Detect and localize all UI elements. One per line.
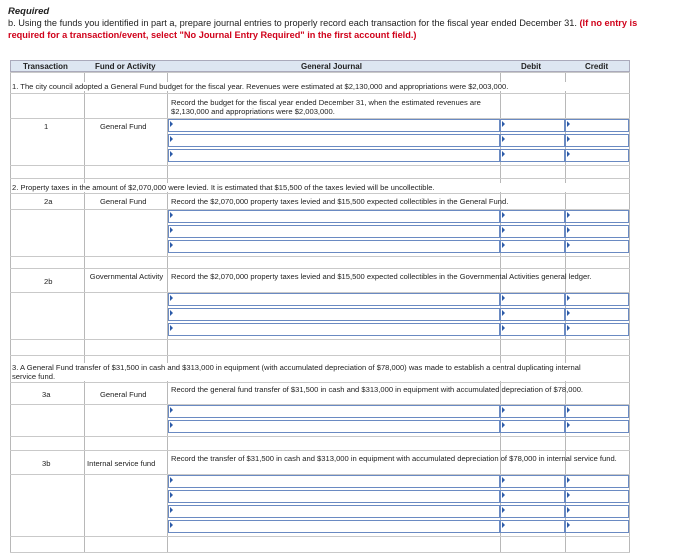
t3b-debit-3[interactable]	[500, 505, 565, 518]
t3b-number: 3b	[42, 459, 51, 468]
col-journal: General Journal	[301, 62, 362, 71]
t2a-debit-2[interactable]	[500, 225, 565, 238]
t1-debit-2[interactable]	[500, 134, 565, 147]
col-fund: Fund or Activity	[95, 62, 156, 71]
t2b-credit-1[interactable]	[565, 293, 629, 306]
t3b-account-1[interactable]	[168, 475, 500, 488]
t2b-account-3[interactable]	[168, 323, 500, 336]
t2b-account-1[interactable]	[168, 293, 500, 306]
t1-credit-3[interactable]	[565, 149, 629, 162]
required-heading: Required	[8, 6, 50, 17]
t2-description: 2. Property taxes in the amount of $2,070,000 were levied. It is estimated that $15,500 of the taxes levied will be uncollectible.	[12, 183, 622, 192]
t2b-debit-1[interactable]	[500, 293, 565, 306]
t3a-fund: General Fund	[100, 390, 147, 399]
t2b-record-text: Record the $2,070,000 property taxes levied and $15,500 expected collectibles in the Governmental Activities general ledger.	[171, 272, 592, 281]
t3b-account-3[interactable]	[168, 505, 500, 518]
t2b-debit-2[interactable]	[500, 308, 565, 321]
t2a-record-text: Record the $2,070,000 property taxes levied and $15,500 expected collectibles in the General Fund.	[171, 197, 509, 206]
t3b-fund: Internal service fund	[87, 459, 156, 468]
t3b-credit-3[interactable]	[565, 505, 629, 518]
t3b-record-text: Record the transfer of $31,500 in cash and $313,000 in equipment with accumulated depreciation of $78,000 in internal service fund.	[171, 454, 617, 463]
t2b-fund: Governmental Activity	[89, 272, 164, 281]
t2b-debit-3[interactable]	[500, 323, 565, 336]
t2b-number: 2b	[44, 277, 53, 286]
instruction-text: b. Using the funds you identified in part a, prepare journal entries to properly record each transaction for the fiscal year ended December 31.	[8, 18, 577, 28]
t2a-credit-1[interactable]	[565, 210, 629, 223]
t1-credit-2[interactable]	[565, 134, 629, 147]
t3a-record-text: Record the general fund transfer of $31,500 in cash and $313,000 in equipment with accumulated depreciation of $78,000.	[171, 385, 584, 394]
t3b-credit-4[interactable]	[565, 520, 629, 533]
t2a-account-3[interactable]	[168, 240, 500, 253]
t2a-account-1[interactable]	[168, 210, 500, 223]
t3a-account-1[interactable]	[168, 405, 500, 418]
instructions	[8, 18, 648, 41]
t2a-account-2[interactable]	[168, 225, 500, 238]
t1-record-text: Record the budget for the fiscal year ended December 31, when the estimated revenues are $2,130,000 and appropriations were $2,003,000.	[171, 98, 481, 116]
t3b-debit-4[interactable]	[500, 520, 565, 533]
t3b-debit-2[interactable]	[500, 490, 565, 503]
t1-debit-1[interactable]	[500, 119, 565, 132]
t2a-number: 2a	[44, 197, 53, 206]
t1-number: 1	[44, 122, 49, 131]
t1-account-1[interactable]	[168, 119, 500, 132]
t1-account-3[interactable]	[168, 149, 500, 162]
t2a-fund: General Fund	[100, 197, 147, 206]
t1-description: 1. The city council adopted a General Fund budget for the fiscal year. Revenues were estimated at $2,130,000 and appropriations were $2,003,000.	[12, 82, 622, 91]
col-transaction: Transaction	[23, 62, 68, 71]
table-header	[10, 60, 630, 72]
t1-debit-3[interactable]	[500, 149, 565, 162]
col-credit: Credit	[585, 62, 609, 71]
t3b-debit-1[interactable]	[500, 475, 565, 488]
t1-credit-1[interactable]	[565, 119, 629, 132]
t3a-credit-2[interactable]	[565, 420, 629, 433]
t2a-debit-1[interactable]	[500, 210, 565, 223]
t3b-credit-1[interactable]	[565, 475, 629, 488]
t2b-account-2[interactable]	[168, 308, 500, 321]
t3a-debit-1[interactable]	[500, 405, 565, 418]
t1-fund: General Fund	[100, 122, 147, 131]
t2a-debit-3[interactable]	[500, 240, 565, 253]
col-debit: Debit	[521, 62, 541, 71]
t3a-number: 3a	[42, 390, 51, 399]
t1-account-2[interactable]	[168, 134, 500, 147]
t3a-debit-2[interactable]	[500, 420, 565, 433]
t2b-credit-3[interactable]	[565, 323, 629, 336]
t3a-credit-1[interactable]	[565, 405, 629, 418]
t2a-credit-3[interactable]	[565, 240, 629, 253]
t3b-account-4[interactable]	[168, 520, 500, 533]
t2a-credit-2[interactable]	[565, 225, 629, 238]
t3a-account-2[interactable]	[168, 420, 500, 433]
t3-description: 3. A General Fund transfer of $31,500 in cash and $313,000 in equipment (with accumulated depreciation of $78,000) was made to establish a central duplicating internal service fund.	[12, 363, 602, 381]
t2b-credit-2[interactable]	[565, 308, 629, 321]
t3b-credit-2[interactable]	[565, 490, 629, 503]
t3b-account-2[interactable]	[168, 490, 500, 503]
instruction-note: (If no entry is required for a transaction/event, select "No Journal Entry Required" in the first account field.)	[8, 18, 638, 40]
